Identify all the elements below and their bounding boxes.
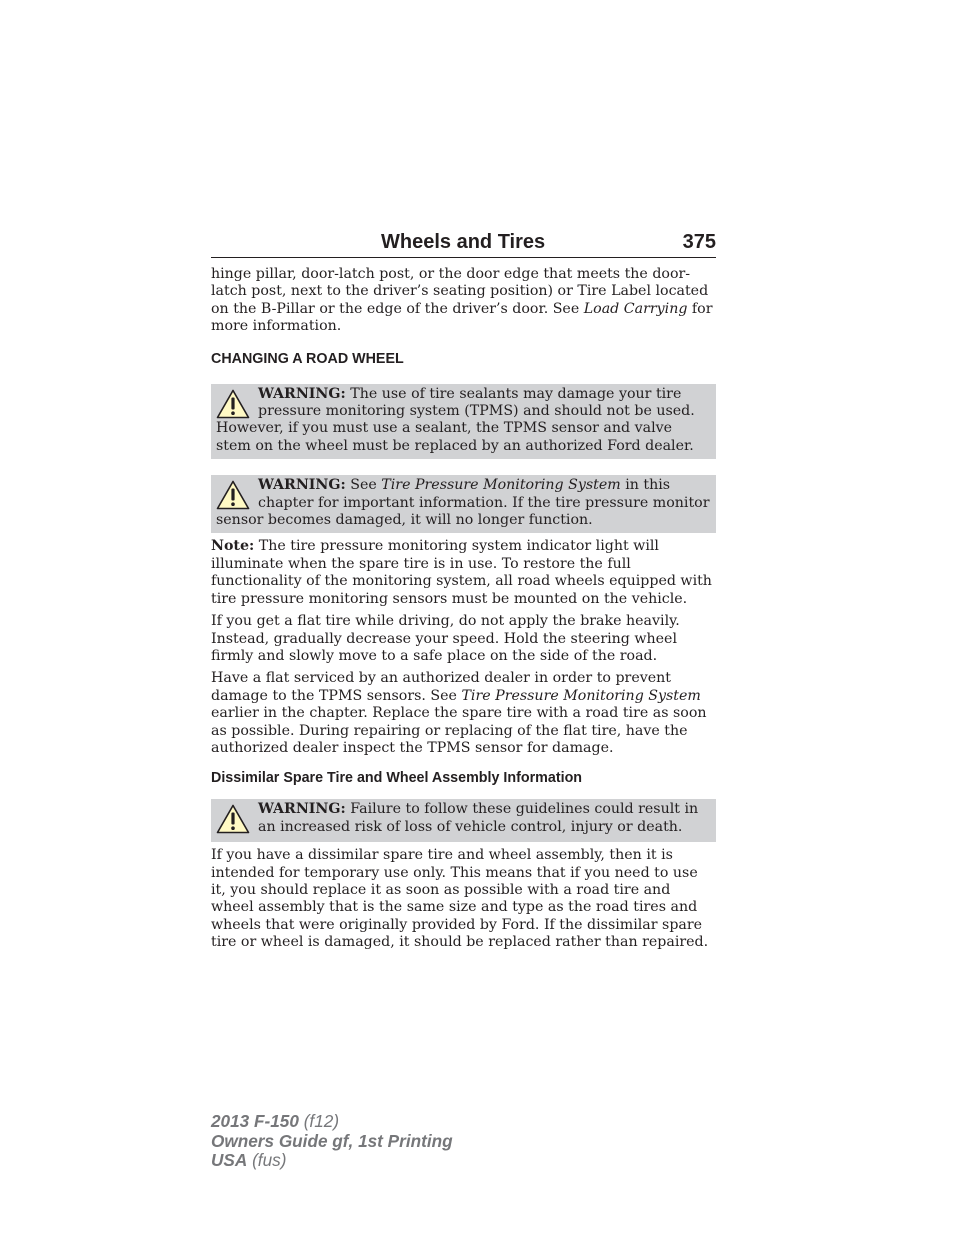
document-footer xyxy=(211,1112,453,1171)
section-heading-changing-road-wheel: CHANGING A ROAD WHEEL xyxy=(211,350,404,367)
tpms-reference: Tire Pressure Monitoring System xyxy=(461,687,701,704)
footer-model: 2013 F-150 xyxy=(211,1111,299,1131)
intro-text-end: for more information. xyxy=(211,300,713,335)
footer-model-code: (f12) xyxy=(298,1111,340,1131)
page-title: Wheels and Tires xyxy=(381,231,546,253)
footer-line-model xyxy=(211,1112,453,1132)
warning-triangle-icon xyxy=(216,804,250,834)
dissimilar-spare-paragraph: If you have a dissimilar spare tire and wheel assembly, then it is intended for temporary use only. This means that if you need to use it, you should replace it as soon as possible with a road tire and wheel assembly that is the same size and type as the road tires and wheels that were originally provided by Ford. If the dissimilar spare tire or wheel is damaged, it should be replaced rather than repaired. xyxy=(211,847,709,951)
warning-label: WARNING: xyxy=(258,801,346,818)
footer-guide: Owners Guide gf, 1st Printing xyxy=(211,1130,453,1151)
warning-triangle-icon xyxy=(216,480,250,510)
note-paragraph xyxy=(211,538,716,608)
warning-text: Failure to follow these guidelines could result in an increased risk of loss of vehicle control, injury or death. xyxy=(258,801,699,835)
page-content xyxy=(211,229,716,952)
footer-region-code: (fus) xyxy=(247,1150,287,1170)
paragraph-text-end: earlier in the chapter. Replace the spare tire with a road tire as soon as possible. During repairing or replacing of the flat tire, have the authorized dealer inspect the TPMS sensor for damage. xyxy=(211,705,707,756)
warning-text: See xyxy=(345,477,382,494)
page-number: 375 xyxy=(682,231,716,253)
warning-text: The use of tire sealants may damage your tire pressure monitoring system (TPMS) and should not be used. However, if you must use a sealant, the TPMS sensor and valve stem on the wheel must be replaced by an authorized Ford dealer. xyxy=(216,385,695,454)
section-heading-dissimilar-spare: Dissimilar Spare Tire and Wheel Assembly Information xyxy=(211,770,583,787)
flat-serviced-paragraph xyxy=(211,670,716,757)
warning-label: WARNING: xyxy=(258,385,346,402)
warning-triangle-icon xyxy=(216,389,250,419)
footer-region: USA xyxy=(211,1150,248,1170)
load-carrying-reference: Load Carrying xyxy=(583,300,688,317)
flat-tire-paragraph: If you get a flat tire while driving, do not apply the brake heavily. Instead, gradually decrease your speed. Hold the steering wheel firmly and slowly move to a safe place on the side of the road. xyxy=(211,613,680,664)
footer-line-region xyxy=(211,1151,453,1171)
intro-paragraph xyxy=(211,266,716,336)
paragraph-text: Have a flat serviced by an authorized dealer in order to prevent damage to the TPMS sensors. See xyxy=(211,670,671,704)
intro-text: hinge pillar, door-latch post, or the door edge that meets the door-latch post, next to the driver’s seating position) or Tire Label located on the B-Pillar or the edge of the driver’s door. See xyxy=(211,266,709,317)
note-label: Note: xyxy=(211,538,255,555)
warning-label: WARNING: xyxy=(258,477,346,494)
warning-text-end: in this chapter for important information. If the tire pressure monitor sensor becomes damaged, it will no longer function. xyxy=(216,477,710,529)
note-text: The tire pressure monitoring system indicator light will illuminate when the spare tire is in use. To restore the full functionality of the monitoring system, all road wheels equipped with tire pressure monitoring sensors must be mounted on the vehicle. xyxy=(211,538,712,607)
warning-box-guidelines xyxy=(211,799,716,842)
warning-box-tpms-reference xyxy=(211,475,716,533)
warning-box-tire-sealants xyxy=(211,384,716,460)
page-header xyxy=(211,229,716,258)
footer-line-guide xyxy=(211,1132,453,1152)
tpms-reference: Tire Pressure Monitoring System xyxy=(381,477,621,494)
